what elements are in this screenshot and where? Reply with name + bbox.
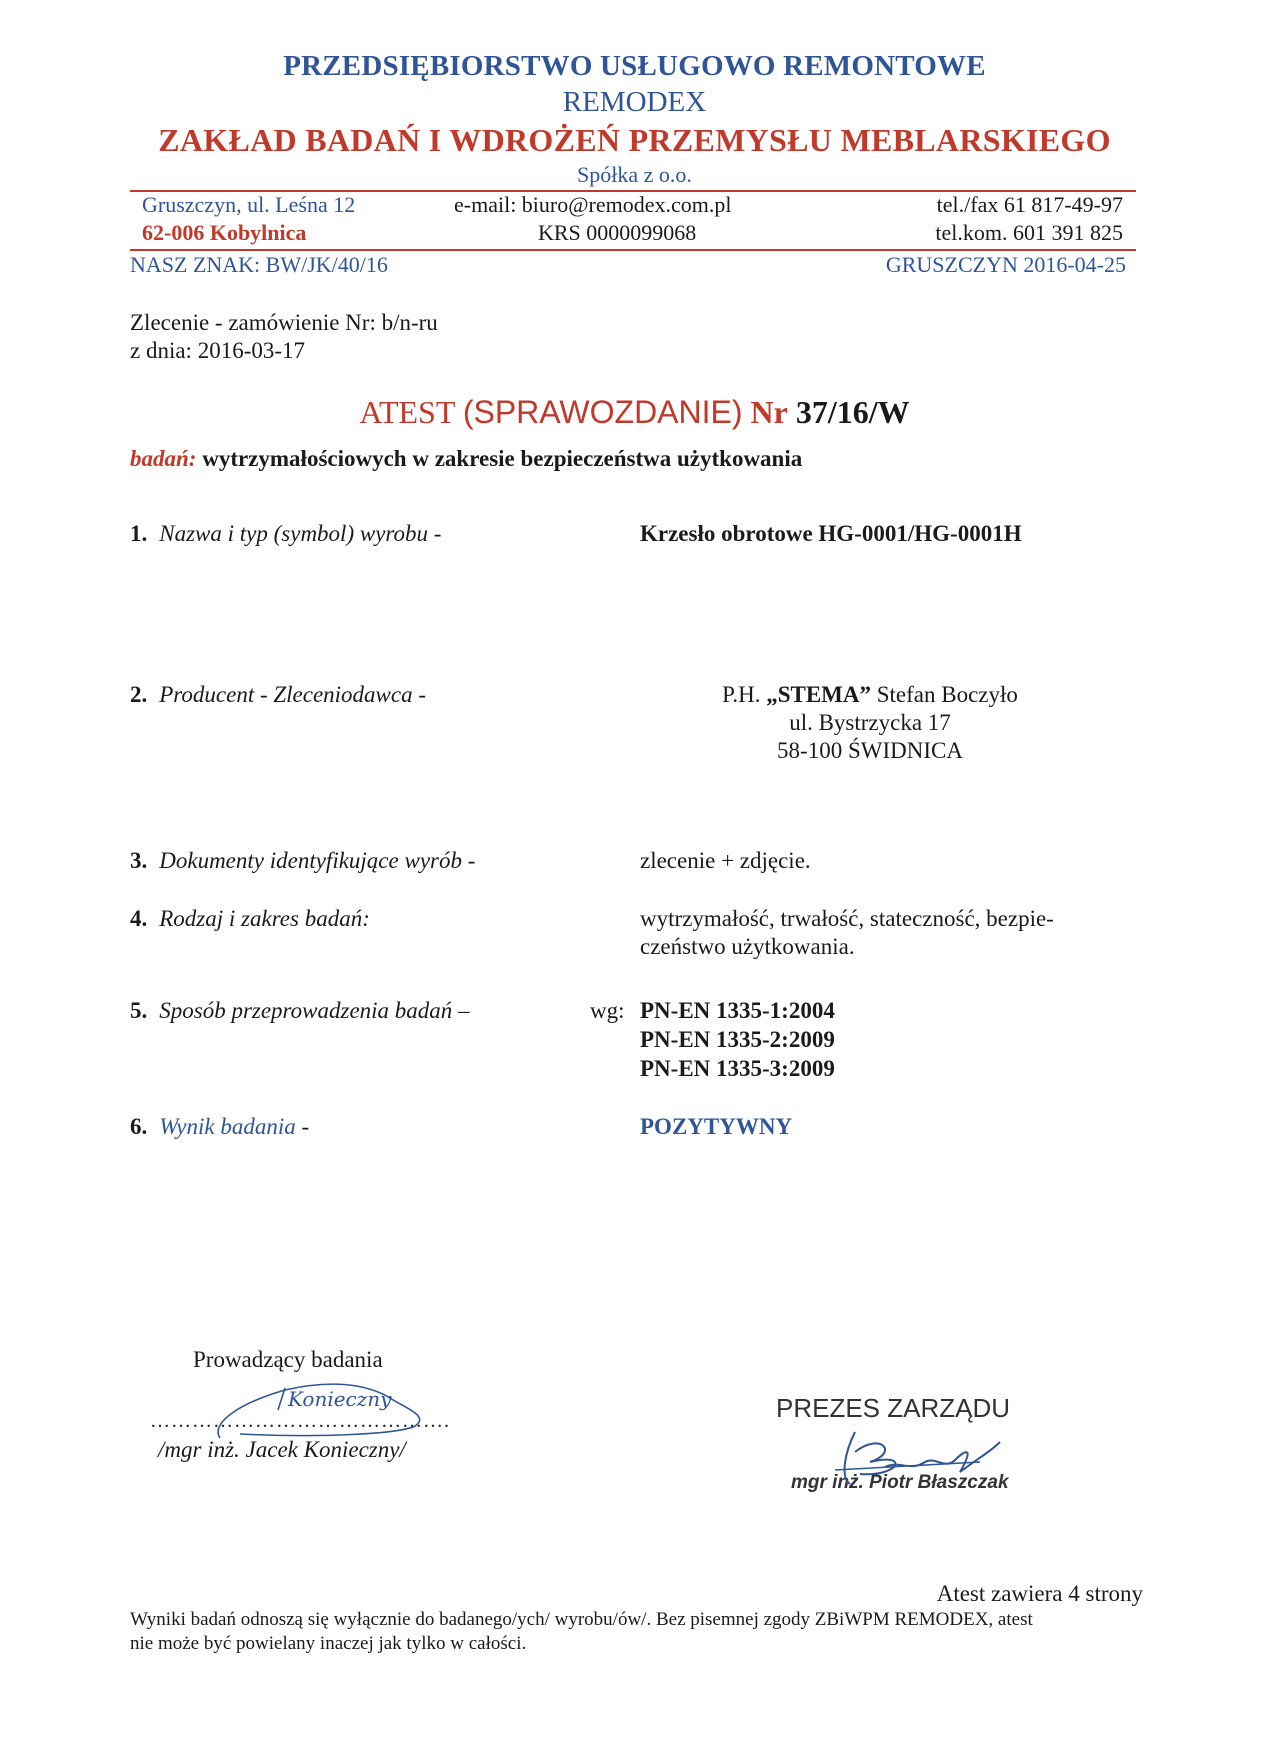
right-signature-title: PREZES ZARZĄDU [776,1393,1011,1423]
item-1-value: Krzesło obrotowe HG-0001/HG-0001H [640,521,1022,546]
address-street: Gruszczyn, ul. Leśna 12 [142,192,356,217]
address-city: 62-006 Kobylnica [142,220,307,245]
item-4-number: 4. [130,906,148,931]
item-5-standard-1: PN-EN 1335-1:2004 [640,998,835,1023]
item-3-label [130,848,475,874]
item-1-label-text: Nazwa i typ (symbol) wyrobu - [159,521,442,546]
item-1-label [130,521,441,547]
item-6-value: POZYTYWNY [640,1114,793,1139]
item-5-prefix: wg: [590,998,625,1023]
title-nr-value: 37/16/W [795,394,910,430]
item-5-standard-2: PN-EN 1335-2:2009 [640,1027,835,1052]
right-handwritten-signature [830,1422,1010,1492]
item-4-value-line2: czeństwo użytkowania. [640,934,855,959]
tel-mobile: tel.kom. 601 391 825 [935,220,1123,245]
footer-note-line2: nie może być powielany inaczej jak tylko w całości. [130,1633,527,1654]
place-date: GRUSZCZYN 2016-04-25 [885,252,1126,277]
header-divider-bottom [130,249,1136,251]
subtitle-badan: badań: [130,446,197,471]
tel-fax: tel./fax 61 817-49-97 [936,192,1123,217]
item-2-label [130,682,426,708]
item-1-number: 1. [130,521,148,546]
item-6-label-suffix: - [295,1114,310,1139]
item-3-number: 3. [130,848,148,873]
item-5-label [130,998,470,1024]
item-2-value-pre: P.H. [722,682,767,707]
footer-note-line1: Wyniki badań odnoszą się wyłącznie do badanego/ych/ wyrobu/ów/. Bez pisemnej zgody ZBiWPM REMODEX, atest [130,1609,1033,1630]
item-2-value-line1 [670,682,1070,708]
item-6-number: 6. [130,1114,148,1139]
right-signature-name: mgr inż. Piotr Błaszczak [791,1472,1009,1493]
item-2-value-post: Stefan Boczyło [871,682,1018,707]
item-6-label [130,1114,309,1140]
email: e-mail: biuro@remodex.com.pl [454,192,732,217]
item-2-value-line2: ul. Bystrzycka 17 [789,710,951,735]
order-number: Zlecenie - zamówienie Nr: b/n-ru [130,310,438,335]
company-name-line3: ZAKŁAD BADAŃ I WDROŻEŃ PRZEMYSŁU MEBLARSKIEGO [158,122,1111,158]
item-3-value: zlecenie + zdjęcie. [640,848,811,873]
company-name-line1: PRZEDSIĘBIORSTWO USŁUGOWO REMONTOWE [283,50,986,82]
subtitle [130,446,802,472]
item-4-value-line1: wytrzymałość, trwałość, stateczność, bezpie- [640,906,1054,931]
left-signature-title: Prowadzący badania [193,1347,383,1372]
company-legal-form: Spółka z o.o. [577,162,692,187]
item-5-label-text: Sposób przeprowadzenia badań – [159,998,470,1023]
company-name-line2: REMODEX [562,86,707,118]
page-count: Atest zawiera 4 strony [936,1581,1143,1606]
item-6-label-text: Wynik badania [159,1114,296,1139]
item-4-label [130,906,370,932]
title-nr-label: Nr [750,394,788,430]
title-atest: ATEST [359,394,455,430]
item-2-value-line3: 58-100 ŚWIDNICA [777,738,963,763]
order-date: z dnia: 2016-03-17 [130,338,306,363]
item-4-label-text: Rodzaj i zakres badań: [159,906,370,931]
document-title [0,394,1269,431]
item-5-standard-3: PN-EN 1335-3:2009 [640,1056,835,1081]
left-handwritten-signature [200,1368,460,1448]
item-5-number: 5. [130,998,148,1023]
left-signature-name: /mgr inż. Jacek Konieczny/ [158,1437,406,1462]
our-reference: NASZ ZNAK: BW/JK/40/16 [130,252,388,277]
svg-text:Konieczny: Konieczny [288,1387,392,1411]
title-sprawozdanie: (SPRAWOZDANIE) [462,394,743,430]
item-2-label-text: Producent - Zleceniodawca - [159,682,427,707]
krs-number: KRS 0000099068 [538,220,697,245]
left-signature-line: ……………………………………. [150,1410,450,1432]
subtitle-text: wytrzymałościowych w zakresie bezpieczeństwa użytkowania [202,446,803,471]
item-3-label-text: Dokumenty identyfikujące wyrób - [159,848,476,873]
item-2-number: 2. [130,682,148,707]
item-2-value-brand: „STEMA” [766,682,871,707]
